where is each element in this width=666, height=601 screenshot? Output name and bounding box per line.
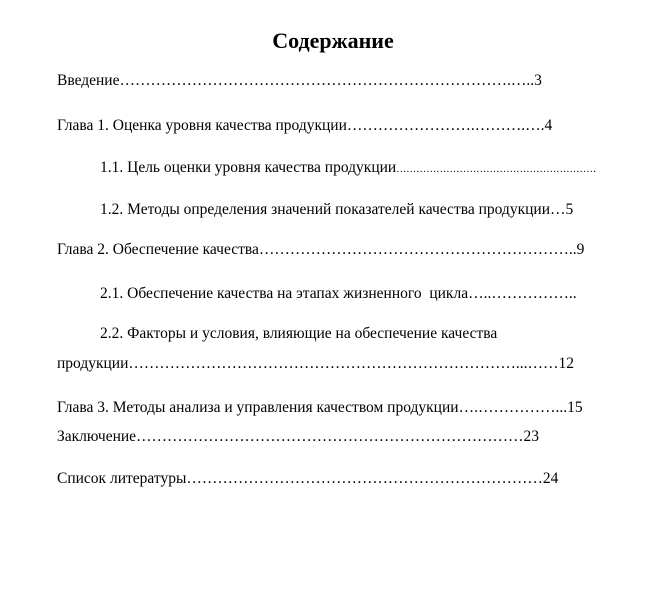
toc-entry-section-1-1 xyxy=(100,158,596,180)
toc-entry-chapter-1 xyxy=(57,116,552,136)
toc-entry-text: 2.2. Факторы и условия, влияющие на обеспечение качества xyxy=(100,325,498,342)
toc-entry-introduction xyxy=(57,71,542,91)
toc-page-number: 9 xyxy=(576,241,585,258)
toc-leader-dots: …………………………………………………… xyxy=(396,164,597,175)
toc-page-number: 5 xyxy=(565,201,574,218)
toc-leader-dots: ………………………………………………………………….….. xyxy=(119,72,535,89)
toc-page-number: 3 xyxy=(534,72,542,89)
toc-entry-text: Глава 3. Методы анализа и управления качеством продукции xyxy=(57,399,459,416)
toc-entry-chapter-2 xyxy=(57,240,584,260)
toc-leader-dots: ………………………………………………………………… xyxy=(136,428,524,445)
toc-leader-dots: …………………….……….…. xyxy=(346,117,545,134)
toc-entry-section-2-2 xyxy=(100,324,497,344)
toc-page-number: 23 xyxy=(523,428,540,445)
toc-page-number: 15 xyxy=(567,399,583,416)
toc-page-number: 4 xyxy=(544,117,553,134)
toc-entry-section-2-1 xyxy=(100,284,577,304)
toc-page-number: 12 xyxy=(558,355,575,372)
toc-entry-text: Введение xyxy=(57,72,120,89)
toc-entry-text: Список литературы xyxy=(57,470,187,487)
toc-leader-dots: … xyxy=(549,201,566,218)
toc-leader-dots: …..…………….. xyxy=(468,285,577,302)
toc-entry-text: продукции xyxy=(57,355,129,372)
toc-entry-section-2-2-continuation xyxy=(57,354,574,374)
toc-entry-text: 2.1. Обеспечение качества на этапах жизненного цикла xyxy=(100,285,469,302)
toc-entry-text: Глава 1. Оценка уровня качества продукции xyxy=(57,117,347,134)
toc-entry-references xyxy=(57,469,558,489)
toc-page-number: 24 xyxy=(542,470,559,487)
toc-entry-text: Глава 2. Обеспечение качества xyxy=(57,241,259,258)
toc-leader-dots: …………………………………………………….. xyxy=(258,241,577,258)
toc-entry-text: 1.1. Цель оценки уровня качества продукции xyxy=(100,159,397,176)
toc-entry-text: Заключение xyxy=(57,428,137,445)
toc-entry-text: 1.2. Методы определения значений показателей качества продукции xyxy=(100,201,550,218)
toc-leader-dots: …………………………………………………………… xyxy=(186,470,543,487)
page-title: Содержание xyxy=(272,28,394,53)
toc-entry-conclusion xyxy=(57,427,539,447)
toc-entry-chapter-3 xyxy=(57,398,583,418)
toc-leader-dots: ….……………... xyxy=(458,399,568,416)
toc-entry-section-1-2 xyxy=(100,200,573,220)
toc-leader-dots: …………………………………………………………………...…… xyxy=(128,355,559,372)
